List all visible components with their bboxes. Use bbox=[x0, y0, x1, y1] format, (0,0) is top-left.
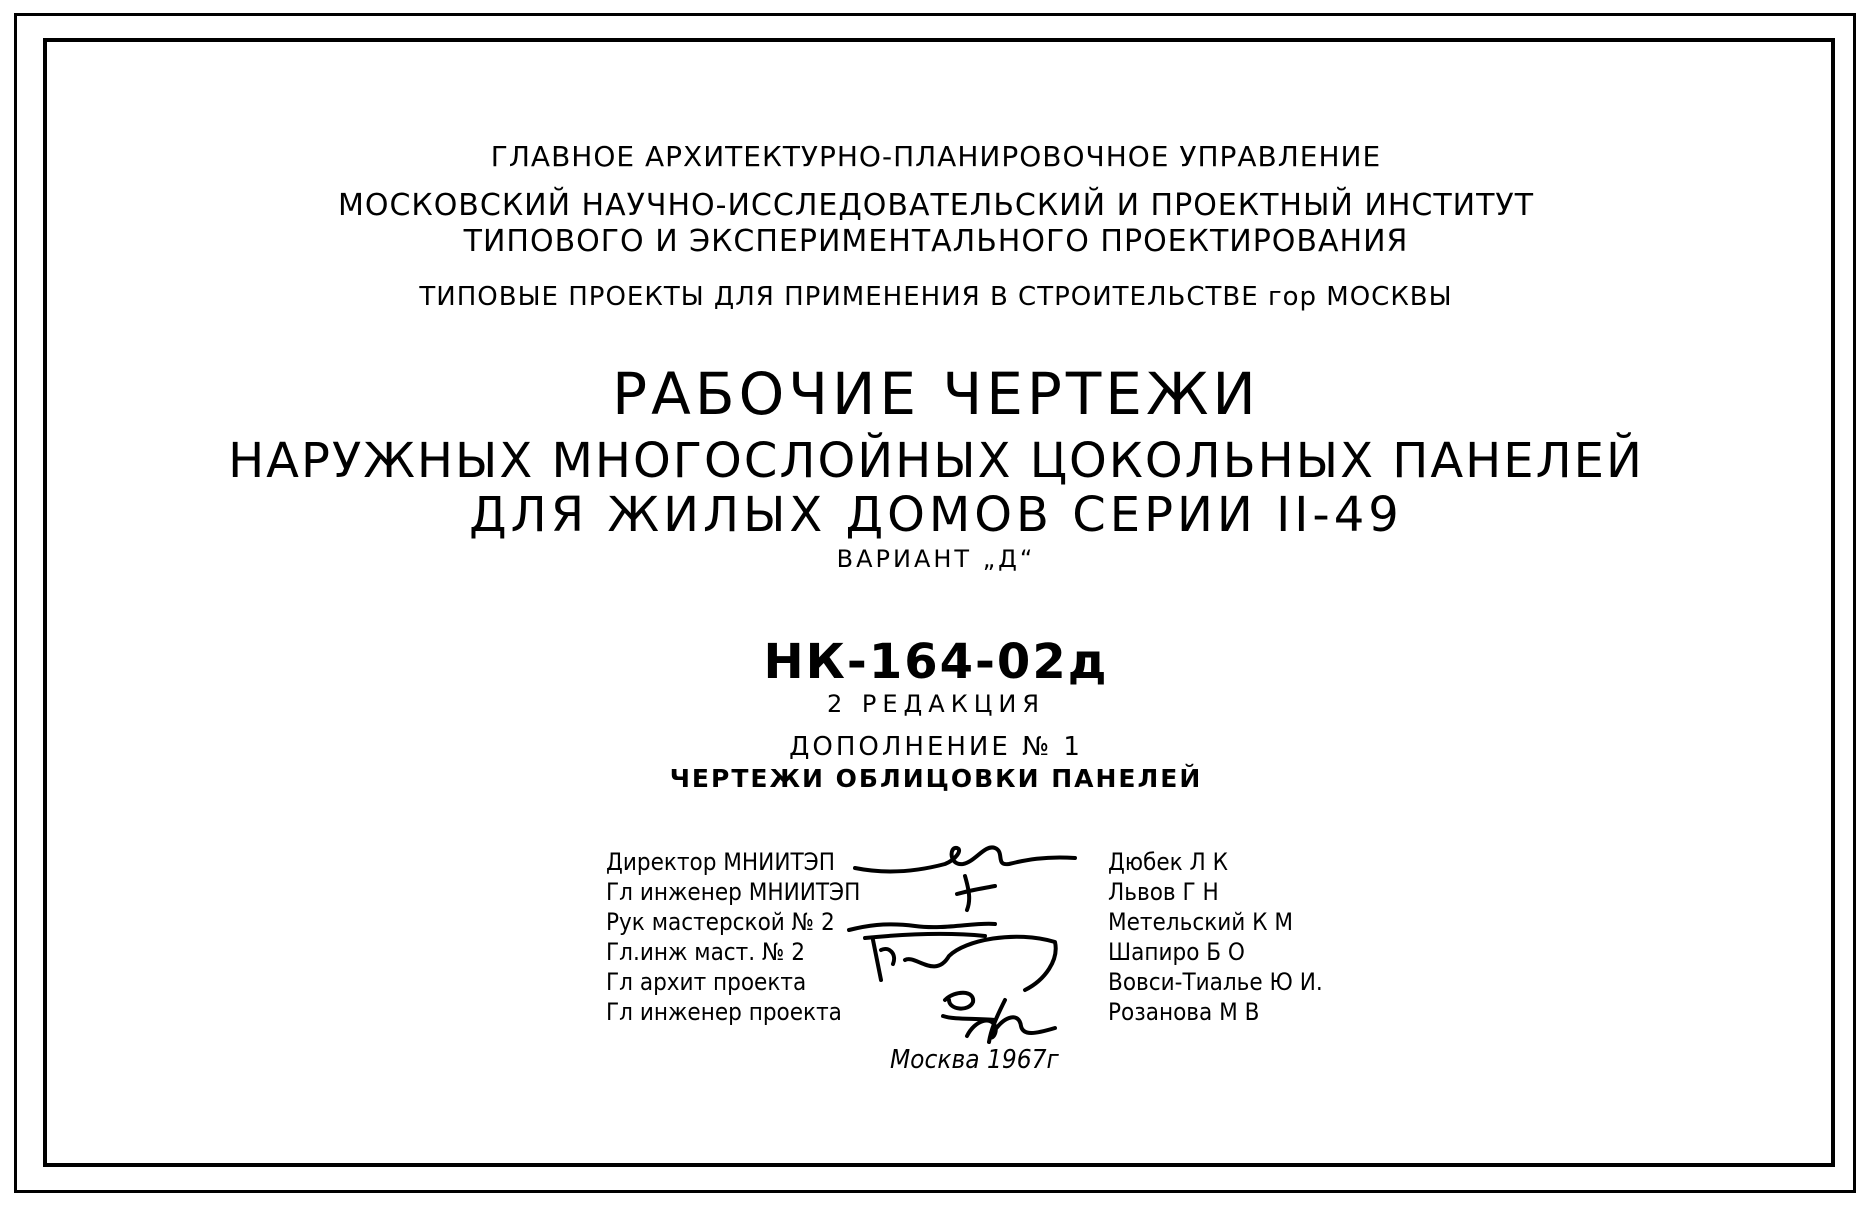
signatory-position: Гл.инж маст. № 2 bbox=[606, 938, 806, 966]
document-title: РАБОЧИЕ ЧЕРТЕЖИ bbox=[612, 360, 1260, 428]
addendum-subject: ЧЕРТЕЖИ ОБЛИЦОВКИ ПАНЕЛЕЙ bbox=[669, 764, 1203, 793]
signatory-name: Вовси-Тиалье Ю И. bbox=[1108, 968, 1323, 996]
signatory-name: Дюбек Л К bbox=[1108, 848, 1228, 876]
signatory-name: Львов Г Н bbox=[1108, 878, 1219, 906]
signatory-position: Рук мастерской № 2 bbox=[606, 908, 835, 936]
signatory-name: Шапиро Б О bbox=[1108, 938, 1245, 966]
addendum-label: ДОПОЛНЕНИЕ № 1 bbox=[789, 732, 1083, 762]
document-subtitle-line2: ДЛЯ ЖИЛЫХ ДОМОВ СЕРИИ II-49 bbox=[469, 487, 1403, 543]
place-and-year: Москва 1967г bbox=[890, 1045, 1059, 1075]
signatory-position: Гл инженер проекта bbox=[606, 998, 842, 1026]
handwritten-signatures bbox=[845, 830, 1105, 1050]
variant-label: ВАРИАНТ „Д“ bbox=[836, 545, 1036, 573]
edition-label: 2 РЕДАКЦИЯ bbox=[826, 690, 1045, 718]
signatory-position: Гл архит проекта bbox=[606, 968, 807, 996]
purpose-line: ТИПОВЫЕ ПРОЕКТЫ ДЛЯ ПРИМЕНЕНИЯ В СТРОИТЕЛЬСТВЕ гор МОСКВЫ bbox=[419, 282, 1453, 312]
document-subtitle-line1: НАРУЖНЫХ МНОГОСЛОЙНЫХ ЦОКОЛЬНЫХ ПАНЕЛЕЙ bbox=[228, 433, 1644, 489]
ministry-name: ГЛАВНОЕ АРХИТЕКТУРНО-ПЛАНИРОВОЧНОЕ УПРАВЛЕНИЕ bbox=[490, 140, 1382, 173]
signatory-name: Метельский К М bbox=[1108, 908, 1293, 936]
institute-name-line1: МОСКОВСКИЙ НАУЧНО-ИССЛЕДОВАТЕЛЬСКИЙ И ПРОЕКТНЫЙ ИНСТИТУТ bbox=[337, 188, 1535, 223]
document-code: НК-164-02д bbox=[763, 634, 1109, 690]
signatory-position: Гл инженер МНИИТЭП bbox=[606, 878, 861, 906]
signatory-position: Директор МНИИТЭП bbox=[606, 848, 835, 876]
signatory-name: Розанова М В bbox=[1108, 998, 1260, 1026]
institute-name-line2: ТИПОВОГО И ЭКСПЕРИМЕНТАЛЬНОГО ПРОЕКТИРОВАНИЯ bbox=[463, 224, 1409, 259]
